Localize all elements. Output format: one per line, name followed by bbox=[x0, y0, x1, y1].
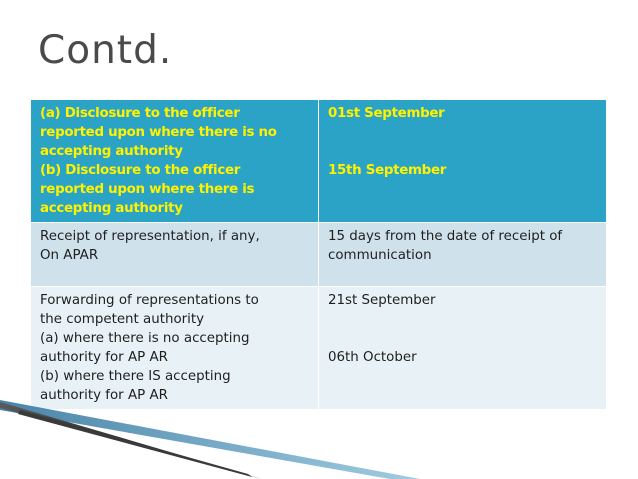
cell-line: 21st September bbox=[328, 293, 436, 308]
cell-line: (b) where there IS accepting bbox=[40, 369, 231, 384]
cell-line: authority for AP AR bbox=[40, 388, 168, 403]
table-cell-header-description bbox=[31, 100, 319, 223]
cell-line: (b) Disclosure to the officer bbox=[40, 163, 241, 178]
table-row bbox=[31, 100, 607, 223]
cell-line: (a) Disclosure to the officer bbox=[40, 106, 240, 121]
cell-line: (a) where there is no accepting bbox=[40, 331, 250, 346]
spacer bbox=[328, 310, 598, 348]
slide-title: Contd. bbox=[38, 28, 173, 73]
decorative-swoosh bbox=[0, 400, 638, 479]
cell-line: 15 days from the date of receipt of bbox=[328, 229, 563, 244]
table-cell-date bbox=[319, 287, 607, 410]
cell-line: 06th October bbox=[328, 350, 417, 365]
spacer bbox=[328, 123, 598, 161]
cell-line: Forwarding of representations to bbox=[40, 293, 259, 308]
table-cell-date bbox=[319, 223, 607, 287]
cell-line: On APAR bbox=[40, 248, 99, 263]
cell-line: reported upon where there is bbox=[40, 182, 255, 197]
table-cell-description bbox=[31, 223, 319, 287]
table-row bbox=[31, 223, 607, 287]
schedule-table bbox=[30, 99, 607, 410]
table-cell-header-dates bbox=[319, 100, 607, 223]
cell-line: accepting authority bbox=[40, 144, 183, 159]
cell-line: accepting authority bbox=[40, 201, 183, 216]
cell-line: 15th September bbox=[328, 163, 447, 178]
cell-line: 01st September bbox=[328, 106, 445, 121]
table-row bbox=[31, 287, 607, 410]
cell-line: the competent authority bbox=[40, 312, 205, 327]
cell-line: communication bbox=[328, 248, 432, 263]
table-cell-description bbox=[31, 287, 319, 410]
cell-line: reported upon where there is no bbox=[40, 125, 277, 140]
cell-line: Receipt of representation, if any, bbox=[40, 229, 260, 244]
cell-line: authority for AP AR bbox=[40, 350, 168, 365]
